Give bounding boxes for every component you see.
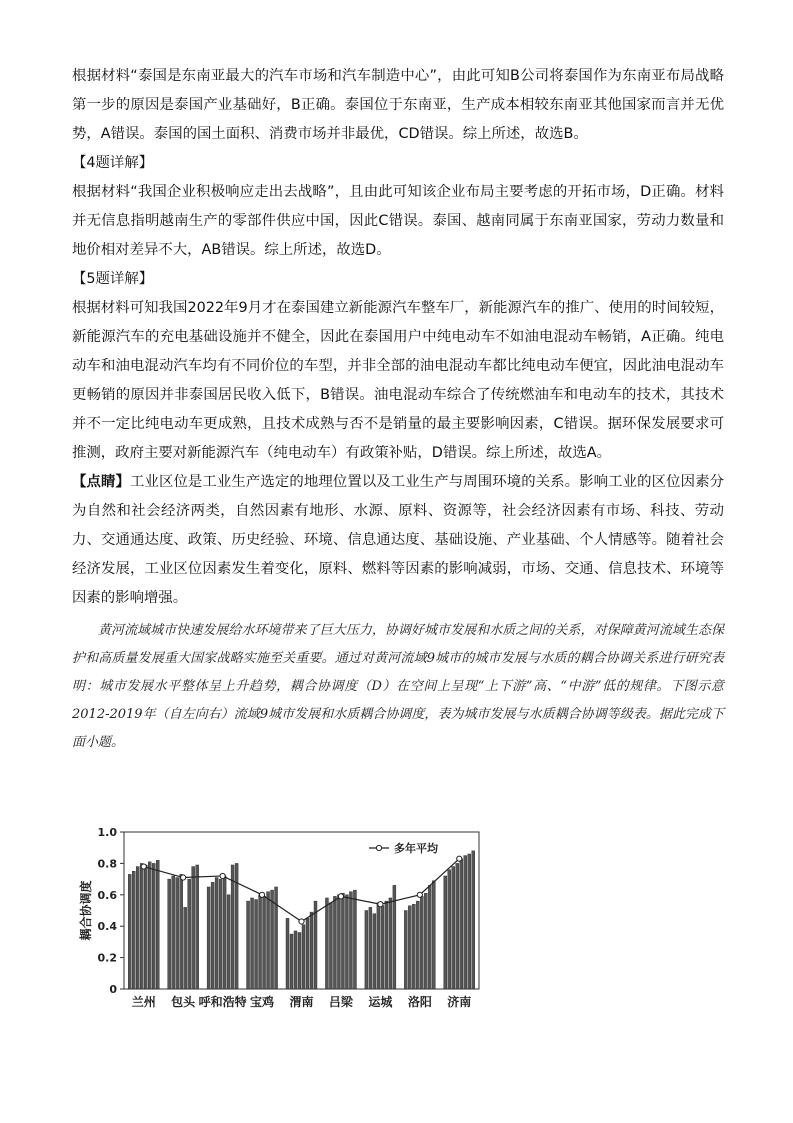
average-point: [338, 894, 343, 899]
legend-marker: [376, 845, 381, 850]
average-point: [378, 902, 383, 907]
paragraph-q3-analysis: 根据材料“泰国是东南亚最大的汽车市场和汽车制造中心”，由此可知B公司将泰国作为东南亚布局战略第一步的原因是泰国产业基础好，B正确。泰国位于东南亚，生产成本相较东南亚其他国家而言并无优势，A错误。泰国的国土面积、消费市场并非最优，CD错误。综上所述，故选B。: [72, 68, 724, 142]
bar: [180, 874, 183, 989]
bar: [156, 860, 159, 989]
bar: [251, 898, 254, 989]
bar: [227, 895, 230, 989]
bar: [140, 863, 143, 989]
bar: [472, 851, 475, 989]
x-category-label: 运城: [368, 995, 393, 1009]
bar: [314, 901, 317, 989]
bar: [404, 911, 407, 990]
bar: [247, 901, 250, 989]
bar: [310, 912, 313, 989]
bar: [255, 900, 258, 989]
bar: [152, 863, 155, 989]
tip-heading: 【点睛】: [72, 474, 130, 490]
bar: [428, 885, 431, 989]
bar: [464, 856, 467, 989]
average-line: [144, 859, 460, 922]
bar: [452, 867, 455, 989]
bar: [306, 918, 309, 989]
bar: [207, 887, 210, 989]
bar: [148, 862, 151, 989]
bar: [172, 876, 175, 989]
bar: [460, 859, 463, 989]
bar: [341, 893, 344, 989]
bar: [416, 901, 419, 989]
bar: [365, 911, 368, 990]
x-category-label: 洛阳: [407, 995, 432, 1009]
bar: [211, 882, 214, 989]
bar: [290, 934, 293, 989]
paragraph-tip: [72, 468, 724, 613]
heading-q5: 【5题详解】: [72, 271, 154, 287]
bar: [333, 896, 336, 989]
bar: [231, 865, 234, 989]
average-point: [181, 875, 186, 880]
x-category-label: 兰州: [131, 995, 156, 1009]
average-point: [220, 873, 225, 878]
y-tick-label: 0.6: [97, 888, 117, 902]
bar: [353, 890, 356, 989]
coupling-chart-svg: [72, 820, 492, 1020]
y-tick-label: 0: [109, 983, 117, 996]
bar: [373, 914, 376, 989]
bar: [389, 898, 392, 989]
bar: [424, 893, 427, 989]
bar: [263, 896, 266, 989]
x-category-label: 渭南: [289, 995, 314, 1009]
bar: [302, 925, 305, 989]
bar: [294, 931, 297, 989]
average-point: [259, 892, 264, 897]
paragraph-q4-analysis: 根据材料“我国企业积极响应走出去战略”，且由此可知该企业布局主要考虑的开拓市场，D正确。材料并无信息指明越南生产的零部件供应中国，因此C错误。泰国、越南同属于东南亚国家，劳动力数量和地价相对差异不大，AB错误。综上所述，故选D。: [72, 184, 724, 258]
y-tick-label: 0.4: [97, 920, 117, 934]
bar: [144, 865, 147, 989]
bar: [223, 876, 226, 989]
bar: [369, 907, 372, 989]
bar: [271, 890, 274, 989]
x-category-label: 济南: [447, 995, 472, 1009]
bar: [136, 867, 139, 989]
paragraph-question-intro: 黄河流域城市快速发展给水环境带来了巨大压力，协调好城市发展和水质之间的关系，对保障黄河流域生态保护和高质量发展重大国家战略实施至关重要。通过对黄河流域9城市的城市发展与水质的耦合协调关系进行研究表明：城市发展水平整体呈上升趋势，耦合协调度（D）在空间上呈现“上下游”高、“中游”低的规律。下图示意2012-2019年（自左向右）流域9城市发展和水质耦合协调度，表为城市发展与水质耦合协调等级表。据此完成下面小题。: [72, 623, 724, 750]
average-point: [457, 856, 462, 861]
bar: [468, 854, 471, 989]
x-category-label: 宝鸡: [250, 995, 275, 1009]
bar: [381, 906, 384, 989]
bar: [196, 865, 199, 989]
bar: [444, 876, 447, 989]
bar: [286, 918, 289, 989]
bar: [275, 887, 278, 989]
x-category-label: 吕梁: [328, 995, 353, 1009]
bar: [377, 903, 380, 989]
bar: [345, 895, 348, 989]
bar: [188, 879, 191, 989]
x-category-label: 包头: [171, 995, 196, 1009]
bar: [132, 871, 135, 989]
y-tick-label: 0.2: [97, 951, 117, 965]
bar: [184, 907, 187, 989]
bar: [128, 874, 131, 989]
coupling-chart: [72, 820, 492, 1020]
bar: [329, 903, 332, 989]
heading-q4: 【4题详解】: [72, 155, 154, 171]
bar: [325, 898, 328, 989]
bar: [432, 881, 435, 989]
bar: [267, 892, 270, 989]
bar: [192, 867, 195, 989]
y-tick-label: 0.8: [97, 857, 117, 871]
bar: [408, 906, 411, 989]
tip-text: 工业区位是工业生产选定的地理位置以及工业生产与周围环境的关系。影响工业的区位因素分为自然和社会经济两类，自然因素有地形、水源、原料、资源等，社会经济因素有市场、科技、劳动力、交通通达度、政策、历史经验、环境、信息通达度、基础设施、产业基础、个人情感等。随着社会经济发展，工业区位因素发生着变化，原料、燃料等因素的影响减弱，市场、交通、信息技术、环境等因素的影响增强。: [72, 474, 724, 606]
bar: [176, 878, 179, 989]
legend-label: 多年平均: [394, 842, 438, 855]
y-axis-label: 耦合协调度: [79, 880, 93, 941]
document-body: [72, 62, 724, 757]
bar: [412, 904, 415, 989]
bar: [219, 879, 222, 989]
paragraph-q5-analysis: 根据材料可知我国2022年9月才在泰国建立新能源汽车整车厂，新能源汽车的推广、使用的时间较短，新能源汽车的充电基础设施并不健全，因此在泰国用户中纯电动车不如油电混动车畅销，A正确。纯电动车和油电混动汽车均有不同价位的车型，并非全部的油电混动车都比纯电动车便宜，因此油电混动车更畅销的原因并非泰国居民收入低下，B错误。油电混动车综合了传统燃油车和电动车的技术，其技术并不一定比纯电动车更成熟，且技术成熟与否不是销量的最主要影响因素，C错误。据环保发展要求可推测，政府主要对新能源汽车（纯电动车）有政策补贴，D错误。综上所述，故选A。: [72, 300, 724, 461]
bar: [168, 879, 171, 989]
bar: [448, 870, 451, 989]
bar: [215, 878, 218, 989]
bar: [349, 892, 352, 989]
bar: [385, 901, 388, 989]
bar: [337, 895, 340, 989]
average-point: [417, 892, 422, 897]
bar: [259, 895, 262, 989]
bar: [420, 896, 423, 989]
y-tick-label: 1.0: [97, 826, 117, 839]
bar: [298, 932, 301, 989]
bar: [456, 863, 459, 989]
average-point: [141, 864, 146, 869]
x-category-label: 呼和浩特: [198, 995, 247, 1009]
average-point: [299, 919, 304, 924]
